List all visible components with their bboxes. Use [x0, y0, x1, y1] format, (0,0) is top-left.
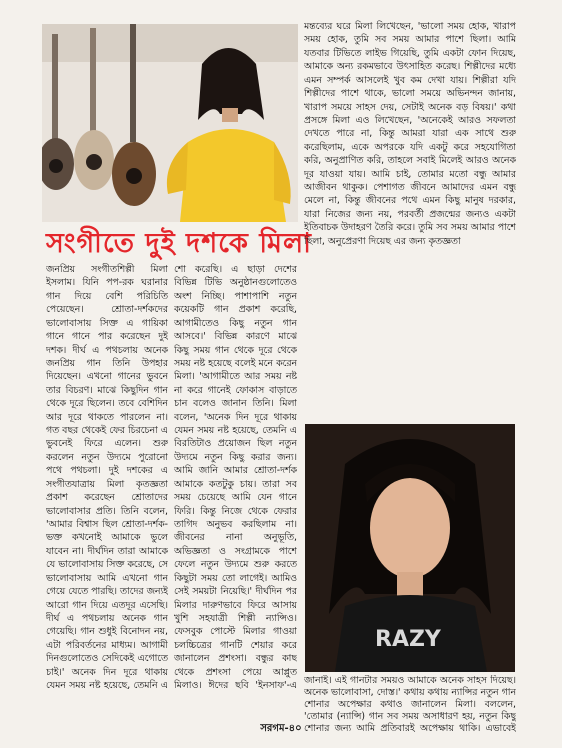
singer-photo-guitars: [42, 24, 298, 222]
singer-portrait-photo: [305, 424, 515, 672]
article-column-4-text: জানাই। এই গানটার সময়ও আমাকে অনেক সাহস দিয়েছ। অনেক ভালোবাসা, দোস্ত।' কথায় কথায় ন্যান্সির নতুন গান শোনার অপেক্ষার কথাও জানালেন মিলা। বললেন, 'তোমার (ন্যান্সি) গান সব সময় অসাধারণ হয়, নতুন কিছু শোনার জন্য আমি প্রতিবারই অপেক্ষায় থাকি। এভাবেই: [304, 675, 516, 734]
singer-photo-guitars-illustration: [42, 24, 298, 222]
article-column-2: শো করেছি। এ ছাড়া দেশের বিভিন্ন টিভি অনুষ্ঠানগুলোতেও অংশ নিচ্ছি। পাশাপাশি নতুন কয়েকটি গান প্রকাশ করেছি, আগামীতেও কিছু নতুন গান আসবে।' বিভিন্ন কারণে মাঝে কিছু সময় গান থেকে দূরে থেকে সময় নষ্ট হয়েছে বলেই মনে করেন মিলা। 'আগামীতে আর সময় নষ্ট না করে গানেই ফোকাস বাড়াতে চান বলেও জানান তিনি। মিলা বলেন, 'অনেক দিন দূরে থাকায় যেমন সময় নষ্ট হয়েছে, তেমনি এ বিরতিটাও প্রয়োজন ছিল নতুন উদ্যমে নতুন কিছু করার জন্য। আমি জানি আমার শ্রোতা-দর্শক আমাকে কতটুকু চায়। তারা সব সময় চেয়েছে আমি যেন গানে ফিরি। কিন্তু নিজে থেকে ফেরার তাগিদ অনুভব করছিলাম না। জীবনের নানা অনুভূতি, অভিজ্ঞতা ও সংগ্রামকে পাশে ফেলে নতুন উদ্যমে শুরু করতে কিছুটা সময় তো লাগেই। আমিও সেই সময়টা নিয়েছি।' দীর্ঘদিন পর মিলার দারুণভাবে ফিরে আসায় খুশি সহযাত্রী শিল্পী ন্যান্সিও। ফেসবুক পোস্টে মিলার গাওয়া চলচ্চিত্রের গানটি শেয়ার করে জানালেন প্রশংসা। বন্ধুর কাছ থেকে প্রশংসা পেয়ে আপ্লুত মিলাও। ঈদের ছবি 'ইনসাফ'-এ: [174, 264, 297, 692]
article-column-3: মন্তব্যের ঘরে মিলা লিখেছেন, 'ভালো সময় হোক, খারাপ সময় হোক, তুমি সব সময় আমার পাশে ছিলা। আমি যতবার টিভিতে লাইভ গিয়েছি, তুমি একটা ফোন দিয়েছ, আমাকে অন্য রকমভাবে উৎসাহিত করেছ। শিল্পীদের মধ্যে এমন সম্পর্ক আসলেই খুব কম দেখা যায়। শিল্পীরা যদি শিল্পীদের পাশে থাকে, ভালো সময়ে অভিনন্দন জানায়, খারাপ সময়ে সাহস দেয়, সেটাই অনেক বড় বিষয়।' কথা প্রসঙ্গে মিলা এও লিখেছেন, 'অনেকেই আরও সফলতা দেখতে পারে না, কিন্তু আমরা যারা এক সাথে শুরু করেছিলাম, একে অপরকে যদি একটু করে সহযোগিতা করি, অনুপ্রাণিত করি, তাহলে সবাই মিলেই আরও অনেক দূর যাওয়া যায়। আমি চাই, তোমার মতো বন্ধু আমার আজীবন থাকুক। পেশাগত জীবনে আমাদের এমন বন্ধু মেলে না, কিন্তু জীবনের পথে এমন কিছু মানুষ দরকার, যারা নিজের জন্য নয়, পরবর্তী প্রজন্মের জন্যও একটা ইতিবাচক উদাহরণ তৈরি করে। তুমি সব সময় আমার পাশে ছিলা, অনুপ্রেরণা দিয়েছ এর জন্য কৃতজ্ঞতা: [304, 21, 516, 247]
shirt-print: RAZY: [375, 627, 441, 652]
page-folio: সরগম-৪০: [260, 723, 302, 734]
article-headline: সংগীতে দুই দশকে মিলা: [46, 228, 312, 259]
singer-portrait-illustration: [305, 424, 515, 672]
article-column-1: জনপ্রিয় সংগীতশিল্পী মিলা ইসলাম। যিনি পপ-রক ঘরানার গান দিয়ে বেশি পরিচিতি পেয়েছেন। শ্রোতা-দর্শকদের ভালোবাসায় সিক্ত এ গায়িকা গানে গানে পার করেছেন দুই দশক। দীর্ঘ এ পথচলায় অনেক জনপ্রিয় গান তিনি উপহার দিয়েছেন। এখনো গানের ভুবনে তার বিচরণ। মাঝে কিছুদিন গান থেকে দূরে ছিলেন। তবে বেশিদিন আর দূরে থাকতে পারলেন না। গত বছর থেকেই ফের চিরচেনা এ ভুবনেই ফিরে এলেন। শুরু করলেন নতুন উদ্যমে পুরোনো পথে পথচলা। দুই দশকের এ সংগীতযাত্রায় মিলা কৃতজ্ঞতা প্রকাশ করেছেন শ্রোতাদের ভালোবাসার প্রতি। তিনি বলেন, 'আমার বিশ্বাস ছিল শ্রোতা-দর্শক-ভক্ত কখনোই আমাকে ভুলে যাবেন না। দীর্ঘদিন তারা আমাকে যে ভালোবাসায় সিক্ত করেছে, সে ভালোবাসায় আমি এখনো গান গেয়ে যেতে পারছি। তাদের জন্যই আরো গান দিয়ে এতদূর এসেছি। দীর্ঘ এ পথচলায় অনেক গান গেয়েছি। গান শুধুই বিনোদন নয়, এটা পরিবর্তনের মাধ্যম। আগামী দিনগুলোতেও সেদিকেই এগোতে চাই।' অনেক দিন দূরে থাকায় যেমন সময় নষ্ট হয়েছে, তেমনি এ: [46, 264, 168, 692]
